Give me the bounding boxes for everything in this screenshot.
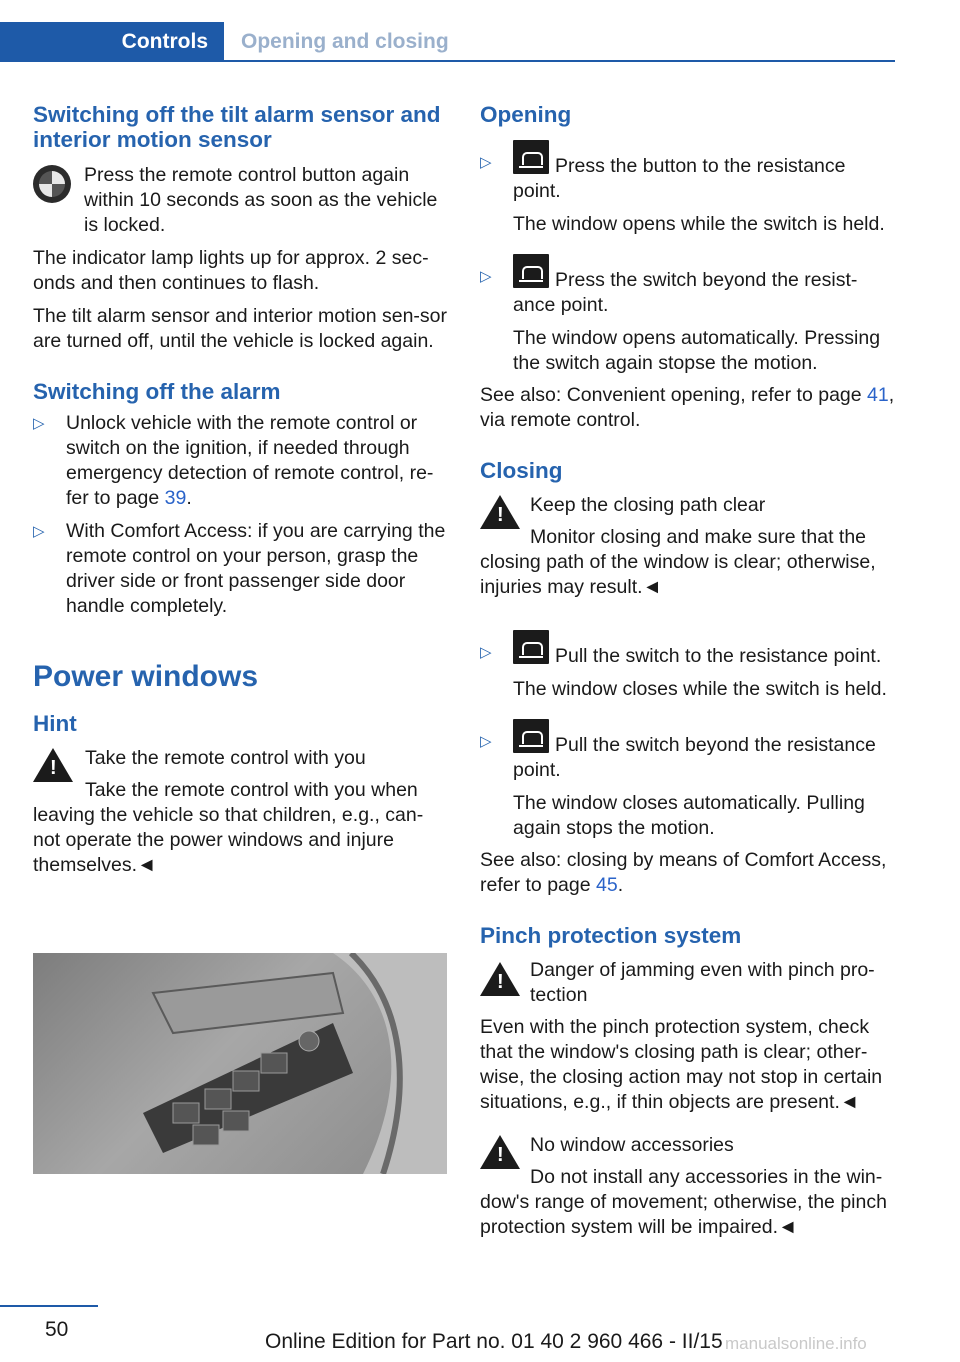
page-link-39[interactable]: 39 (164, 487, 187, 509)
open-bullet-2 (480, 254, 895, 376)
open-bullet-1 (480, 140, 895, 237)
heading-hint: Hint (33, 711, 77, 736)
see-also-opening-end: , via remote control. (480, 384, 895, 431)
warning-triangle-icon: ! (480, 1135, 520, 1169)
bmw-remote-button-icon (33, 165, 71, 203)
open-bullet-1-sub: The window opens while the switch is held. (513, 213, 885, 235)
open-bullet-1-text: Press the button to the resistance point. (513, 155, 846, 202)
warning-triangle-icon: ! (480, 962, 520, 996)
heading-opening: Opening (480, 102, 572, 127)
hint-warning (33, 746, 448, 803)
tab-controls[interactable]: Controls (0, 22, 224, 60)
door-panel-switch-photo (33, 953, 447, 1174)
window-switch-icon (513, 719, 549, 753)
heading-tilt-alarm: Switching off the tilt alarm sensor and interior motion sensor (33, 102, 441, 152)
tilt-instruction (33, 163, 448, 238)
close-bullet-1 (480, 630, 895, 702)
hint-body: Take the remote control with you when leaving the vehicle so that children, e.g., can‐not operate the power windows and injure themselves.◄ (33, 779, 424, 876)
accessories-warning (480, 1133, 895, 1190)
see-also-opening (480, 383, 895, 433)
pinch-warning-body: Even with the pinch protection system, check that the window's closing path is clear; other‐wise, the closing action may not stop in certain situations, e.g., if thin objects are present.◄ (480, 1016, 883, 1113)
page-link-41[interactable]: 41 (867, 384, 889, 406)
alarm-bullet-1: ▷ Unlock vehicle with the remote control or switch on the ignition, if needed through emergency detection of remote control, re‐fer to page 39. (33, 412, 434, 509)
see-also-closing-text: See also: closing by means of Comfort Access, refer to page (480, 849, 887, 896)
hint-line (85, 778, 448, 803)
hint-title: Take the remote control with you (85, 747, 366, 769)
header-bar (0, 22, 895, 62)
see-also-opening-text: See also: Convenient opening, refer to page (480, 384, 868, 406)
bullet-triangle-icon: ▷ (480, 154, 492, 171)
alarm-bullet-2 (33, 519, 448, 619)
close-bullet-2-text: Pull the switch beyond the resistance point. (513, 734, 876, 781)
window-switch-icon (513, 630, 549, 664)
accessories-warning-spacer (530, 1165, 895, 1190)
heading-pinch-protection: Pinch protection system (480, 923, 742, 948)
closing-warning-spacer (530, 525, 895, 550)
open-bullet-2-sub: The window opens automatically. Pressing the switch again stopse the motion. (513, 327, 881, 374)
pinch-warning-title: Danger of jamming even with pinch pro‐tection (530, 959, 875, 1006)
close-bullet-2-sub: The window closes automatically. Pulling again stops the motion. (513, 792, 865, 839)
close-bullet-1-text: Pull the switch to the resistance point. (555, 645, 882, 667)
left-column (33, 102, 448, 878)
closing-warning (480, 493, 895, 550)
footer-divider (0, 1305, 98, 1307)
accessories-warning-title: No window accessories (530, 1134, 734, 1156)
edition-footer: Online Edition for Part no. 01 40 2 960 466 - II/15 (265, 1330, 723, 1353)
heading-power-windows: Power windows (33, 660, 259, 693)
heading-closing: Closing (480, 458, 563, 483)
warning-triangle-icon: ! (480, 495, 520, 529)
close-bullet-1-sub: The window closes while the switch is held. (513, 678, 887, 700)
bullet-triangle-icon: ▷ (33, 415, 45, 432)
open-bullet-2-text: Press the switch beyond the resist‐ance point. (513, 269, 858, 316)
pinch-warning (480, 958, 895, 1008)
closing-warning-body: Monitor closing and make sure that the closing path of the window is clear; otherwise, injuries may result.◄ (480, 526, 876, 598)
tab-opening-and-closing[interactable]: Opening and closing (241, 30, 449, 53)
closing-warning-title: Keep the closing path clear (530, 494, 766, 516)
see-also-closing (480, 848, 895, 898)
see-also-closing-end: . (617, 874, 624, 896)
page-link-45[interactable]: 45 (596, 874, 618, 896)
bullet-triangle-icon: ▷ (33, 523, 45, 540)
tilt-text-2: The indicator lamp lights up for approx. 2 sec‐onds and then continues to flash. (33, 247, 429, 294)
close-bullet-2 (480, 719, 895, 841)
warning-triangle-icon: ! (33, 748, 73, 782)
heading-switch-off-alarm: Switching off the alarm (33, 379, 281, 404)
tilt-text-1: Press the remote control button again within 10 seconds as soon as the vehicle is locked. (84, 164, 438, 236)
accessories-warning-body: Do not install any accessories in the win‐dow's range of movement; otherwise, the pinch protection system will be impaired.◄ (480, 1166, 887, 1238)
right-column (480, 102, 895, 1240)
bullet-triangle-icon: ▷ (480, 644, 492, 661)
tilt-text-3: The tilt alarm sensor and interior motion sen‐sor are turned off, until the vehicle is locked again. (33, 305, 448, 352)
alarm-bullet-1-text: Unlock vehicle with the remote control or switch on the ignition, if needed through emergency detection of remote control, re‐fer to page (66, 412, 434, 509)
window-switch-icon (513, 254, 549, 288)
window-switch-icon (513, 140, 549, 174)
bullet-triangle-icon: ▷ (480, 733, 492, 750)
page-number: 50 (45, 1318, 69, 1341)
bullet-triangle-icon: ▷ (480, 268, 492, 285)
alarm-bullet-2-text: With Comfort Access: if you are carrying the remote control on your person, grasp the driver side or front passenger side door handle completely. (66, 520, 446, 617)
door-panel-illustration (33, 953, 447, 1174)
watermark: manualsonline.info (725, 1334, 867, 1353)
header-divider (0, 60, 895, 62)
